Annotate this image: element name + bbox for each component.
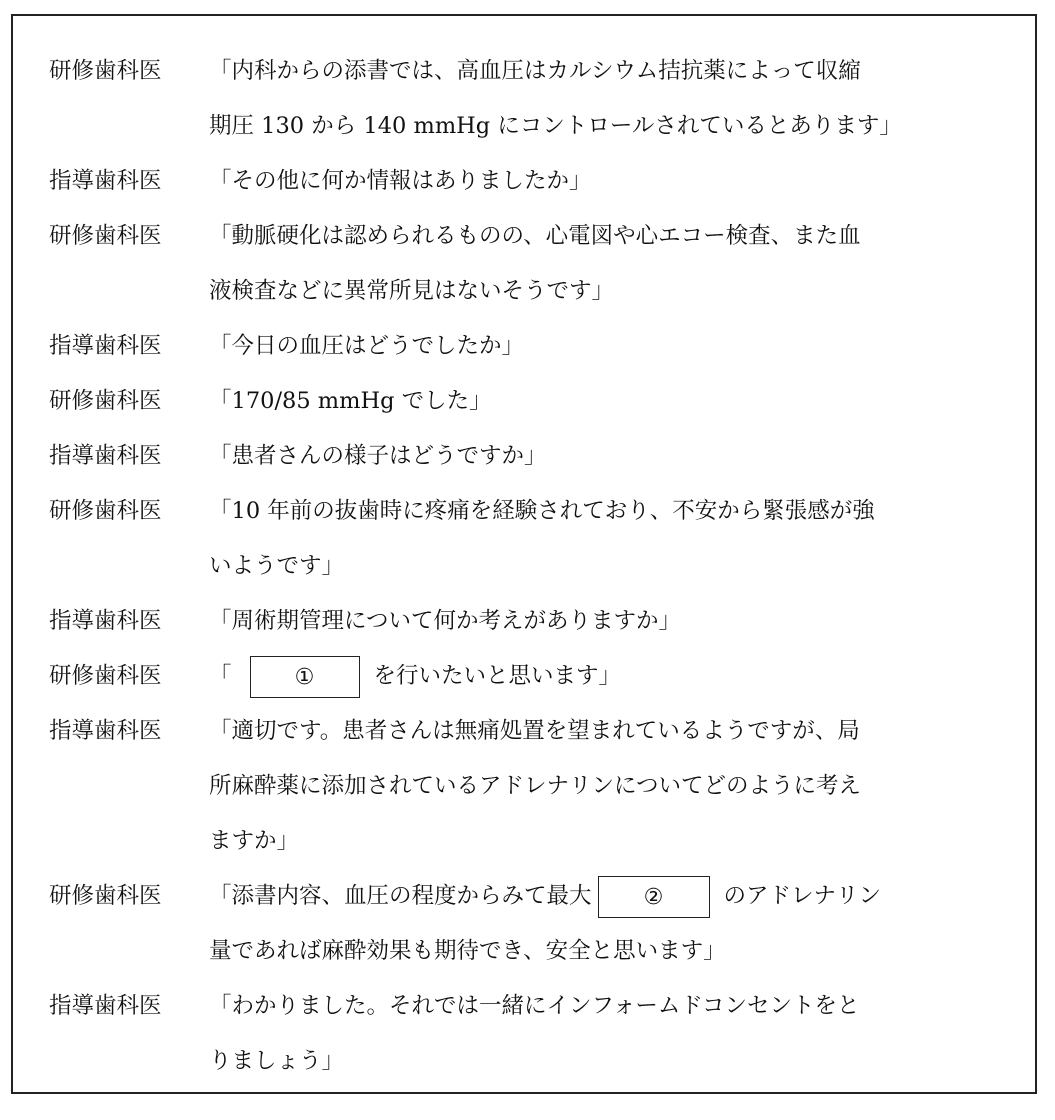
- utterance-line: ますか」: [209, 828, 300, 854]
- utterance-line: 所麻酔薬に添加されているアドレナリンについてどのように考え: [209, 773, 862, 799]
- utterance-line: 「内科からの添書では、高血圧はカルシウム拮抗薬によって収縮: [209, 58, 861, 84]
- speaker-label: 研修歯科医: [49, 498, 162, 524]
- dialogue-entry: [49, 429, 1039, 484]
- dialogue-entry: [49, 44, 1039, 99]
- speaker-label: 研修歯科医: [49, 223, 162, 249]
- utterance-line: 液検査などに異常所見はないそうです」: [209, 278, 615, 304]
- utterance-line: りましょう」: [209, 1048, 345, 1074]
- speaker-label: 指導歯科医: [49, 608, 162, 634]
- dialogue-entry: [49, 649, 1039, 704]
- speaker-label: 研修歯科医: [49, 388, 162, 414]
- speaker-label: 研修歯科医: [49, 663, 162, 689]
- speaker-label: 指導歯科医: [49, 168, 162, 194]
- utterance-line: 「10 年前の抜歯時に疼痛を経験されており、不安から緊張感が強: [209, 498, 875, 524]
- utterance-suffix: を行いたいと思います」: [373, 663, 622, 689]
- speaker-label: 研修歯科医: [49, 58, 162, 84]
- speaker-label: 指導歯科医: [49, 718, 162, 744]
- dialogue-entry: [49, 209, 1039, 264]
- utterance-line: 「わかりました。それでは一緒にインフォームドコンセントをと: [209, 993, 860, 1019]
- dialogue-entry: [49, 319, 1039, 374]
- dialogue-entry: [49, 484, 1039, 539]
- dialogue-box: [11, 14, 1037, 1094]
- speaker-label: 指導歯科医: [49, 333, 162, 359]
- utterance-prefix: 「添書内容、血圧の程度からみて最大: [209, 883, 592, 909]
- utterance-line: 「適切です。患者さんは無痛処置を望まれているようですが、局: [209, 718, 860, 744]
- speaker-label: 指導歯科医: [49, 993, 162, 1019]
- utterance-line: 「170/85 mmHg でした」: [209, 388, 492, 414]
- utterance-line: 「今日の血圧はどうでしたか」: [209, 333, 525, 359]
- answer-blank-1: ①: [250, 656, 360, 698]
- dialogue-entry: [49, 704, 1039, 759]
- answer-blank-2: ②: [598, 876, 710, 918]
- utterance-suffix: のアドレナリン: [723, 883, 882, 909]
- dialogue-entry: [49, 594, 1039, 649]
- utterance-line: いようです」: [209, 553, 345, 579]
- utterance-line: 量であれば麻酔効果も期待でき、安全と思います」: [209, 938, 726, 964]
- utterance-line: 「患者さんの様子はどうですか」: [209, 443, 547, 469]
- speaker-label: 指導歯科医: [49, 443, 162, 469]
- dialogue-entry: [49, 154, 1039, 209]
- utterance-line: 期圧 130 から 140 mmHg にコントロールされているとあります」: [209, 113, 902, 139]
- dialogue-entry: [49, 374, 1039, 429]
- utterance-prefix: 「: [209, 663, 232, 689]
- utterance-line: 「周術期管理について何か考えがありますか」: [209, 608, 682, 634]
- dialogue-entry: [49, 869, 1039, 924]
- dialogue-entry: [49, 979, 1039, 1034]
- utterance-line: 「その他に何か情報はありましたか」: [209, 168, 592, 194]
- speaker-label: 研修歯科医: [49, 883, 162, 909]
- utterance-line: 「動脈硬化は認められるものの、心電図や心エコー検査、また血: [209, 223, 861, 249]
